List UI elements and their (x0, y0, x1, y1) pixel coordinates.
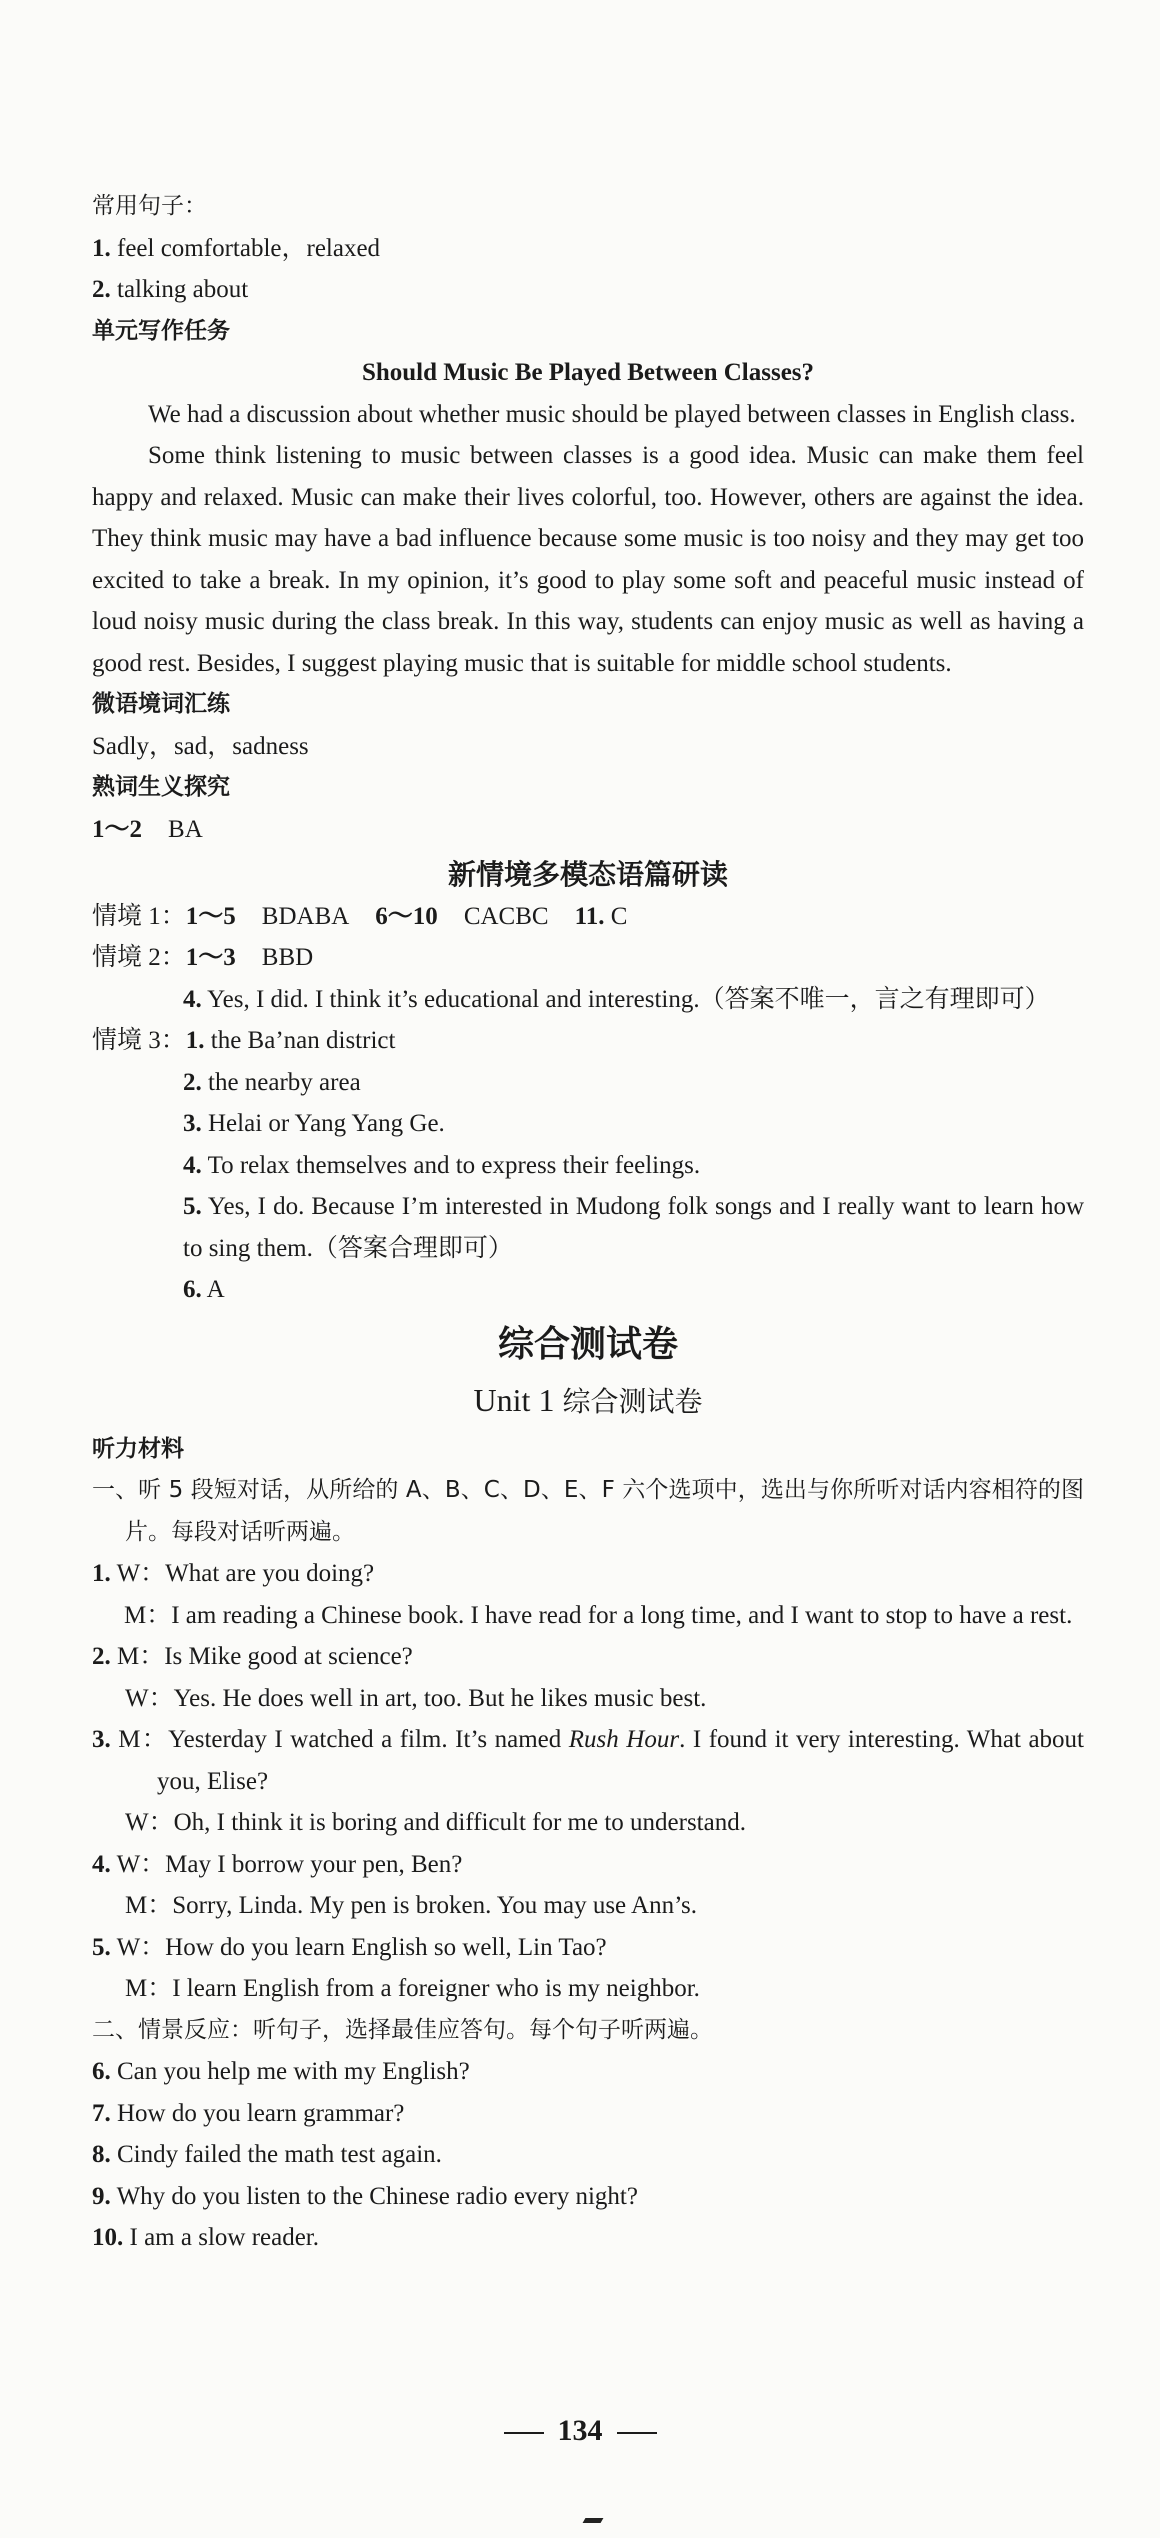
familiar-words-answer: 1～2 BA (92, 815, 203, 843)
dialogue-3: 3. M：Yesterday I watched a film. It’s named Rush Hour. I found it very interesting. What about you, Elise? (92, 1726, 1084, 1795)
essay-paragraph: We had a discussion about whether music should be played between classes in English class. (148, 400, 1076, 428)
list-item: 1. feel comfortable，relaxed (92, 234, 381, 262)
part2-instructions: 二、情景反应：听句子，选择最佳应答句。每个句子听两遍。 (92, 2016, 713, 2043)
scenario-3: 情境 3：1. the Ba’nan district (92, 1027, 396, 1054)
essay-paragraph: Some think listening to music between classes is a good idea. Music can make them feel happy and relaxed. Music can make their lives colorful, too. However, others are against the idea. They think music may have a bad influence because some music is too noisy and they may get too excited to take a break. In my opinion, it’s good to play some soft and peaceful music instead of loud noisy music during the class break. In this way, students can enjoy music as well as having a good rest. Besides, I suggest playing music that is suitable for middle school students. (92, 442, 1084, 677)
dialogue-3-reply: W：Oh, I think it is boring and difficult for me to understand. (125, 1809, 746, 1836)
common-sentences-heading: 常用句子： (92, 193, 207, 219)
page-number: 134 (0, 2410, 1160, 2452)
list-item: 3. Helai or Yang Yang Ge. (183, 1110, 445, 1137)
unit-title: Unit 1 综合测试卷 (473, 1381, 703, 1418)
micro-vocab-answer: Sadly，sad，sadness (92, 732, 309, 760)
dialogue-2: 2. M：Is Mike good at science? (92, 1643, 413, 1670)
micro-vocab-heading: 微语境词汇练 (92, 691, 230, 717)
writing-task-heading: 单元写作任务 (92, 317, 230, 344)
multimodal-title: 新情境多模态语篇研读 (447, 858, 728, 891)
listening-heading: 听力材料 (92, 1435, 184, 1462)
list-item: 2. the nearby area (183, 1068, 361, 1096)
list-item: 2. talking about (92, 276, 249, 303)
scenario-2: 情境 2：1～3 BBD (92, 944, 314, 971)
dialogue-5-reply: M：I learn English from a foreigner who is my neighbor. (125, 1975, 700, 2002)
answer-page (92, 186, 1084, 2259)
dialogue-1: 1. W：What are you doing? (92, 1560, 375, 1587)
familiar-words-heading: 熟词生义探究 (92, 774, 230, 800)
scenario-2-q4: 4. Yes, I did. I think it’s educational and interesting.（答案不唯一，言之有理即可） (183, 985, 1050, 1013)
dialogue-1-reply: M：I am reading a Chinese book. I have read for a long time, and I want to stop to have a rest. (124, 1601, 1073, 1629)
part1-instructions: 一、听 5 段短对话，从所给的 A、B、C、D、E、F 六个选项中，选出与你所听对话内容相符的图片。每段对话听两遍。 (92, 1477, 1084, 1545)
list-item: 7. How do you learn grammar? (92, 2099, 405, 2127)
list-item: 4. To relax themselves and to express their feelings. (183, 1151, 701, 1179)
essay-title: Should Music Be Played Between Classes? (361, 359, 815, 386)
scan-mark (583, 2518, 604, 2523)
list-item: 9. Why do you listen to the Chinese radio every night? (92, 2182, 638, 2210)
list-item: 6. Can you help me with my English? (92, 2058, 470, 2085)
test-title: 综合测试卷 (497, 1323, 678, 1365)
list-item: 5. Yes, I do. Because I’m interested in Mudong folk songs and I really want to learn how to sing them.（答案合理即可） (183, 1193, 1084, 1262)
dialogue-4: 4. W：May I borrow your pen, Ben? (92, 1850, 463, 1878)
list-item: 6. A (183, 1276, 225, 1303)
dialogue-2-reply: W：Yes. He does well in art, too. But he likes music best. (125, 1684, 707, 1712)
list-item: 10. I am a slow reader. (92, 2224, 320, 2251)
scenario-1: 情境 1：1～5 BDABA 6～10 CACBC 11. C (92, 902, 628, 930)
dialogue-5: 5. W：How do you learn English so well, Lin Tao? (92, 1933, 607, 1961)
list-item: 8. Cindy failed the math test again. (92, 2141, 442, 2168)
dialogue-4-reply: M：Sorry, Linda. My pen is broken. You may use Ann’s. (125, 1892, 697, 1919)
